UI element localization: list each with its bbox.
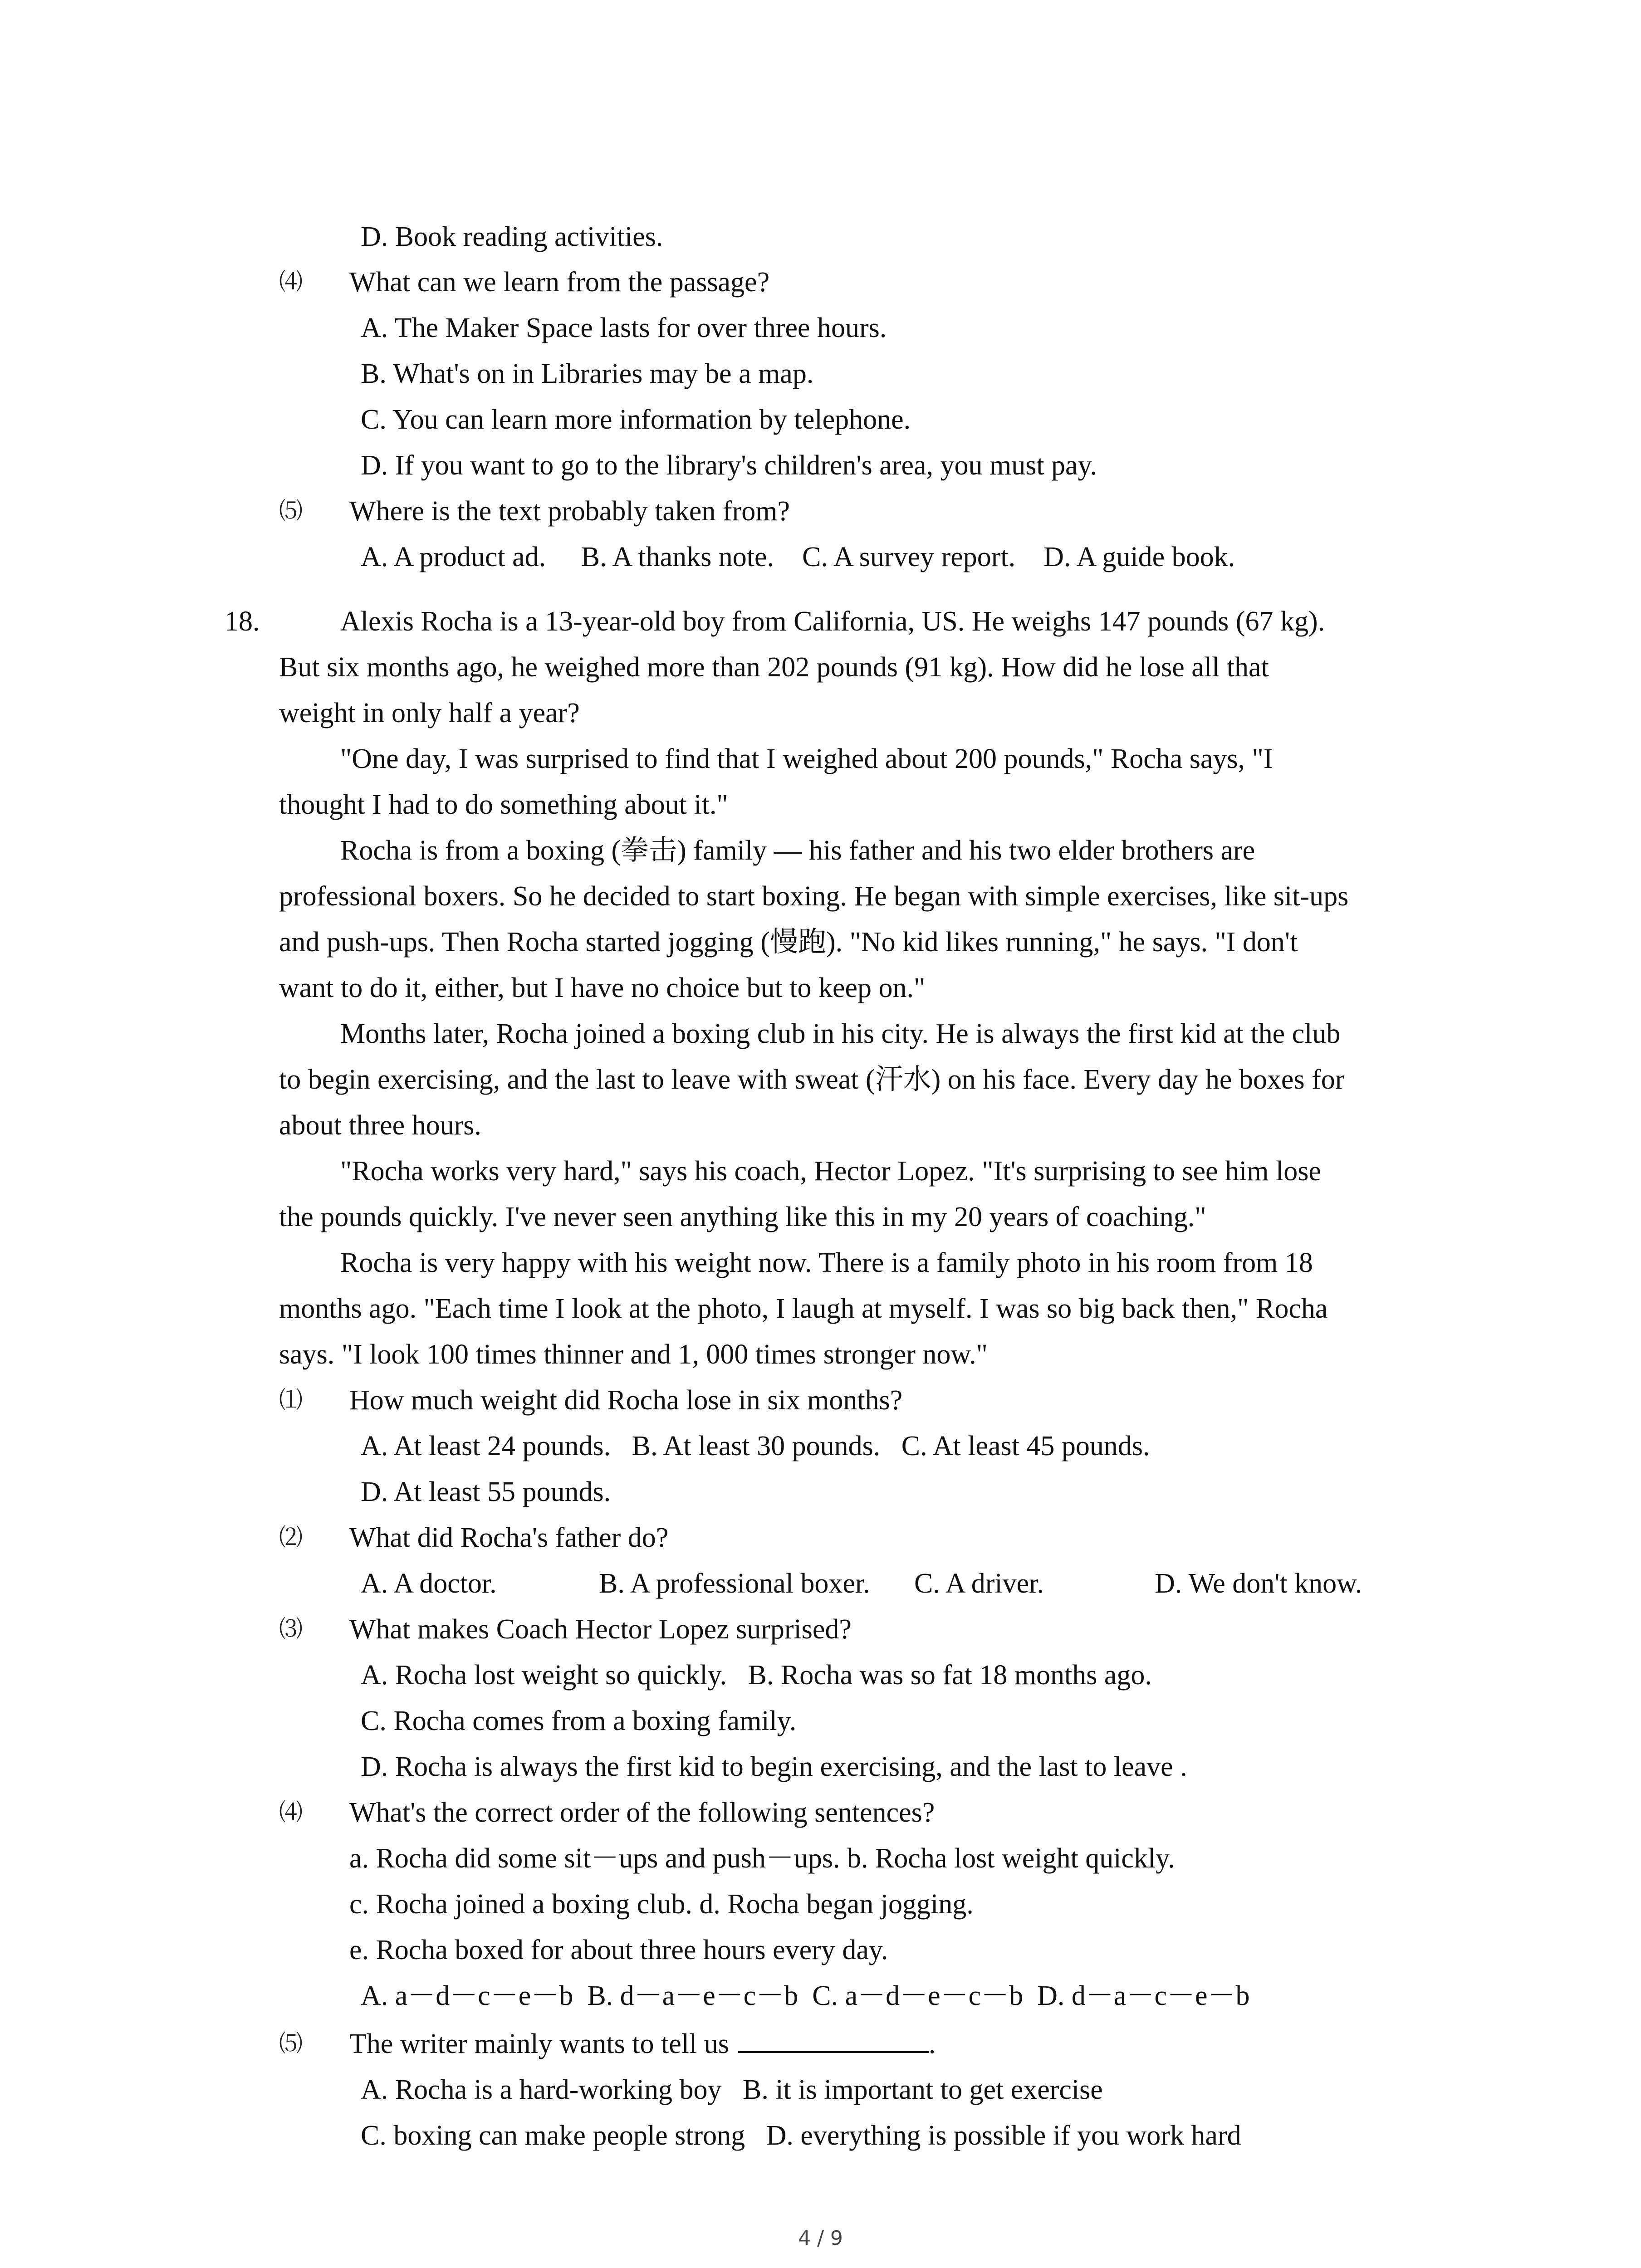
q18-2-option-a: A. A doctor. [361,1568,497,1599]
q18-4-options: A. a－d－c－e－b B. d－a－e－c－b C. a－d－e－c－b D. d－a－c－e－b [361,1980,1250,2011]
q18-5-stem-end: . [928,2028,936,2059]
passage-line: to begin exercising, and the last to leave with sweat (汗水) on his face. Every day he boxes for [279,1064,1345,1095]
q18-4-number: ⑷ [279,1799,303,1826]
q18-3-number: ⑶ [279,1616,303,1643]
q18-4-sentences-cd: c. Rocha joined a boxing club. d. Rocha began jogging. [349,1889,974,1920]
q18-5-stem: The writer mainly wants to tell us [349,2028,729,2059]
passage-line: Alexis Rocha is a 13-year-old boy from California, US. He weighs 147 pounds (67 kg). [340,606,1325,637]
passage-line: months ago. "Each time I look at the photo, I laugh at myself. I was so big back then," Rocha [279,1293,1328,1324]
q17-4-number: ⑷ [279,269,303,296]
passage-line: want to do it, either, but I have no choice but to keep on." [279,973,926,1003]
q18-2-option-c: C. A driver. [914,1568,1044,1599]
passage-line: "Rocha works very hard," says his coach, Hector Lopez. "It's surprising to see him lose [340,1156,1321,1187]
passage-line: professional boxers. So he decided to start boxing. He began with simple exercises, like sit-ups [279,881,1349,912]
q18-3-option-d: D. Rocha is always the first kid to begin exercising, and the last to leave . [361,1751,1187,1782]
passage-line: Months later, Rocha joined a boxing club in his city. He is always the first kid at the club [340,1018,1341,1049]
q18-2-number: ⑵ [279,1524,303,1551]
passage-line: Rocha is from a boxing (拳击) family — his father and his two elder brothers are [340,835,1255,866]
q18-2-option-d: D. We don't know. [1155,1568,1362,1599]
q18-4-sentences-ab: a. Rocha did some sit－ups and push－ups. b. Rocha lost weight quickly. [349,1843,1175,1874]
q18-5-number: ⑸ [279,2030,303,2058]
passage-line: about three hours. [279,1110,481,1141]
q18-5-options-ab: A. Rocha is a hard-working boy B. it is important to get exercise [361,2074,1103,2105]
passage-line: thought I had to do something about it." [279,789,728,820]
q17-option-3d: D. Book reading activities. [361,221,663,252]
q18-1-options-abc: A. At least 24 pounds. B. At least 30 pounds. C. At least 45 pounds. [361,1431,1150,1461]
passage-line: But six months ago, he weighed more than 202 pounds (91 kg). How did he lose all that [279,652,1269,683]
q18-4-sentence-e: e. Rocha boxed for about three hours every day. [349,1935,888,1965]
q18-number: 18. [225,606,260,637]
q17-4-stem: What can we learn from the passage? [349,267,770,298]
answer-blank[interactable] [738,2028,929,2053]
q17-4-option-c: C. You can learn more information by telephone. [361,404,911,435]
page-number: 4 / 9 [798,2227,843,2250]
q18-2-option-b: B. A professional boxer. [599,1568,870,1599]
q18-3-option-c: C. Rocha comes from a boxing family. [361,1706,797,1736]
passage-line: Rocha is very happy with his weight now. There is a family photo in his room from 18 [340,1247,1313,1278]
q17-4-option-a: A. The Maker Space lasts for over three hours. [361,313,887,343]
q18-3-options-ab: A. Rocha lost weight so quickly. B. Rocha was so fat 18 months ago. [361,1660,1152,1691]
q18-3-stem: What makes Coach Hector Lopez surprised? [349,1614,852,1645]
q17-4-option-b: B. What's on in Libraries may be a map. [361,358,814,389]
passage-line: "One day, I was surprised to find that I weighed about 200 pounds," Rocha says, "I [340,743,1273,774]
q18-1-option-d: D. At least 55 pounds. [361,1476,611,1507]
passage-line: the pounds quickly. I've never seen anything like this in my 20 years of coaching." [279,1202,1206,1232]
q17-5-options: A. A product ad. B. A thanks note. C. A survey report. D. A guide book. [361,542,1235,572]
passage-line: weight in only half a year? [279,698,580,728]
passage-line: and push-ups. Then Rocha started jogging (慢跑). "No kid likes running," he says. "I don't [279,927,1298,958]
q17-4-option-d: D. If you want to go to the library's children's area, you must pay. [361,450,1097,481]
q18-2-stem: What did Rocha's father do? [349,1522,669,1553]
q17-5-number: ⑸ [279,498,303,525]
q17-5-stem: Where is the text probably taken from? [349,496,790,527]
q18-1-stem: How much weight did Rocha lose in six months? [349,1385,903,1416]
q18-4-stem: What's the correct order of the following sentences? [349,1797,935,1828]
q18-5-stem-line [349,2026,936,2062]
passage-line: says. "I look 100 times thinner and 1, 000 times stronger now." [279,1339,988,1370]
q18-1-number: ⑴ [279,1387,303,1414]
q18-5-options-cd: C. boxing can make people strong D. everything is possible if you work hard [361,2120,1241,2151]
